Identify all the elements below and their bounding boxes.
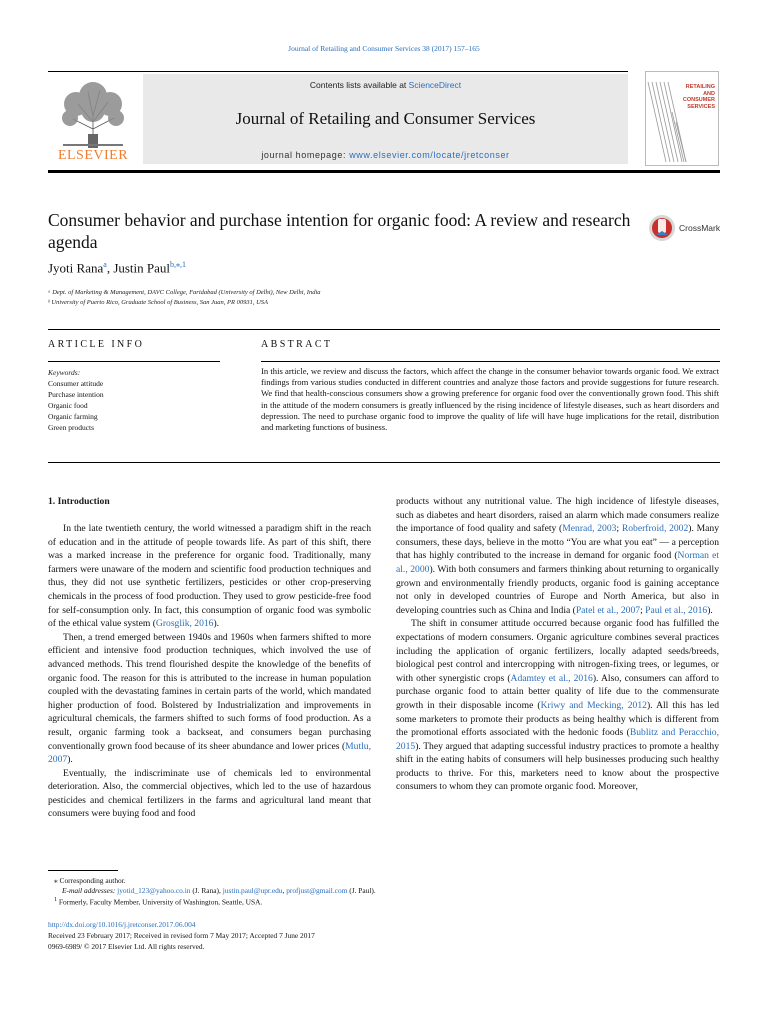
citation-link[interactable]: Menrad, 2003	[562, 523, 617, 535]
crossmark-icon	[648, 213, 676, 243]
journal-homepage: journal homepage: www.elsevier.com/locate/jretconser	[261, 150, 510, 160]
abstract-heading: ABSTRACT	[261, 339, 333, 350]
citation-link[interactable]: Adamtey et al., 2016	[510, 672, 593, 684]
paragraph: products without any nutritional value. The high incidence of lifestyle diseases, such as diabetes and heart disorders, raised an alarm which made consumers realize the importance of food quality and safety (Menrad, 2003; Roberfroid, 2002). Many consumers, these days, believe in the motto “You are what you eat” — a perception that has highly contributed to the increase in demand for organic food (Norman et al., 2000). With both consumers and farmers thinking about returning to organically grown and environmentally friendly products, organic food is gaining acceptance not only in developed countries of Europe and North America, but also in developing countries such as China and India (Patel et al., 2007; Paul et al., 2016).	[396, 496, 720, 616]
journal-citation[interactable]: Journal of Retailing and Consumer Services 38 (2017) 157–165	[288, 44, 480, 53]
footnote-corresponding: ⁎ Corresponding author.	[54, 876, 126, 885]
intro-left-column	[48, 522, 371, 821]
sciencedirect-link[interactable]: ScienceDirect	[408, 80, 462, 90]
copyright-line: 0969-6989/ © 2017 Elsevier Ltd. All rights reserved.	[48, 942, 205, 951]
affiliation-a: ᵃ Dept. of Marketing & Management, DAVC College, Faridabad (University of Delhi), New Delhi, India	[48, 289, 321, 296]
keyword-item: Consumer attitude	[48, 379, 104, 388]
author-list: Jyoti Rana$^a$, Justin Paul$^{b,⁎,1}$	[48, 260, 187, 276]
citation-link[interactable]: Mutlu, 2007	[48, 740, 371, 766]
section-heading-introduction: 1. Introduction	[48, 496, 110, 507]
journal-banner	[143, 74, 628, 164]
cover-title: RETAILING AND CONSUMER SERVICES	[682, 84, 715, 110]
abstract-mid-rule	[261, 361, 720, 362]
keywords-label: Keywords:	[48, 368, 81, 377]
header-top-rule	[48, 71, 628, 72]
author-name[interactable]: Jyoti Rana	[48, 260, 104, 276]
citation-link[interactable]: Norman et al., 2000	[396, 550, 719, 575]
footnote-rule	[48, 870, 118, 871]
citation-link[interactable]: Grosglik, 2016	[155, 618, 214, 630]
intro-right-column	[396, 495, 719, 794]
paragraph: In the late twentieth century, the world witnessed a paradigm shift in the reach of education and in the attitude of people towards life. As part of this shift, there was a marked increase in the preference for organic food. Traditionally, many farmers were unaware of the modern and scientific food production techniques and thus, they did not use synthetic fertilizers, pesticides or other crop-preserving chemicals in the process of food production. They used to grow pesticide-free food for self-consumption only. In fact, this consumption of organic food was symbolic of the ethical value system (Grosglik, 2016).	[48, 523, 371, 630]
contents-line: Contents lists available at ScienceDirect	[309, 80, 462, 90]
citation-link[interactable]: Paul et al., 2016	[645, 604, 708, 616]
author-name[interactable]: Justin Paul	[113, 260, 171, 276]
header-bottom-rule	[48, 170, 720, 173]
crossmark-label: CrossMark	[679, 223, 721, 233]
citation-link[interactable]: Roberfroid, 2002	[621, 523, 689, 535]
author-affil-mark[interactable]: b,⁎,1	[170, 260, 187, 269]
keyword-item: Organic food	[48, 401, 88, 410]
keyword-item: Purchase intention	[48, 390, 104, 399]
keyword-item: Organic farming	[48, 412, 98, 421]
received-dates: Received 23 February 2017; Received in revised form 7 May 2017; Accepted 7 June 2017	[48, 931, 315, 940]
paragraph: The shift in consumer attitude occurred because organic food has fulfilled the expectations of modern consumers. Organic agriculture combines several practices including the application of organic fertilizers, locally adapted seeds/breeds, biological pest control and intercropping with nitrogen-fixing trees, or legumes, or with other synergistic crops (Adamtey et al., 2016). Also, consumers can afford to purchase organic food to attain better quality of life due to the commensurate growth in their disposable income (Kriwy and Mecking, 2012). All this has led some marketers to promote their products as being healthy which is different from the promotional efforts associated with the hedonic foods (Bublitz and Peracchio, 2015). They argued that adapting successful industry practices to promote a healthy shift in the eating habits of consumers will help businesses producing such healthy products to thrive. For this, marketers need to know about the prospective consumers to whom they can promote organic food. Moreover,	[396, 618, 719, 793]
journal-title: Journal of Retailing and Consumer Services	[235, 109, 536, 128]
email-link[interactable]: jyotid_123@yahoo.co.in	[117, 886, 191, 895]
affiliation-b: ᵇ University of Puerto Rico, Graduate School of Business, San Juan, PR 00931, USA	[48, 299, 269, 306]
email-link[interactable]: justin.paul@upr.edu	[222, 886, 283, 895]
abstract-text: In this article, we review and discuss the factors, which affect the change in the consumer behavior towards organic food. We extract findings from various studies conducted in different countries and analyze those factors and provide suggestions for future research. We find that health-conscious consumers show a growing preference for organic food over the conventionally grown food. This shift in the attitude of the modern consumers is greatly influenced by the rising incidence of lifestyle diseases, such as heart disorders and depression. The need to purchase organic food to improve the quality of life will have huge implications for the retail, distribution and marketing functions of business.	[261, 366, 719, 433]
article-title: Consumer behavior and purchase intention for organic food: A review and research agenda	[48, 210, 631, 252]
elsevier-wordmark: ELSEVIER	[57, 148, 129, 163]
abstract-bottom-rule	[48, 462, 720, 463]
elsevier-logo[interactable]	[48, 74, 138, 164]
author-affil-mark[interactable]: a	[103, 260, 107, 269]
info-mid-rule	[48, 361, 220, 362]
journal-cover-thumbnail[interactable]	[645, 71, 719, 166]
footnote-emails: E-mail addresses: jyotid_123@yahoo.co.in (J. Rana), justin.paul@upr.edu, profjust@gmail.com (J. Paul).	[62, 886, 376, 895]
crossmark-button[interactable]	[648, 213, 728, 243]
email-link[interactable]: profjust@gmail.com	[286, 886, 348, 895]
footnote-formerly: $^1$ Formerly, Faculty Member, University of Washington, Seattle, USA.	[54, 897, 263, 907]
citation-link[interactable]: Patel et al., 2007	[575, 604, 641, 616]
doi-link[interactable]: http://dx.doi.org/10.1016/j.jretconser.2017.06.004	[48, 920, 196, 929]
paragraph: Then, a trend emerged between 1940s and 1960s when farmers shifted to more efficient and intensive food production techniques, which involved the use of advanced methods. This trend flourished despite the knowledge of the benefits of organic food. The reason for this is attributed to the increase in human population coupled with the devastating famines in certain parts of the world, which mandated higher production of food. Bolstered by Industrialization and improvements in agricultural chemicals, the farmers shifted to such forms of food production. As a result, organic farming took a backseat, and consumers began purchasing conventionally grown food because of its sheer abundance and lower prices (Mutlu, 2007).	[48, 631, 371, 766]
citation-link[interactable]: Kriwy and Mecking, 2012	[540, 699, 647, 711]
keyword-item: Green products	[48, 423, 95, 432]
citation-link[interactable]: Bublitz and Peracchio, 2015	[396, 727, 719, 752]
homepage-link[interactable]: www.elsevier.com/locate/jretconser	[349, 150, 510, 160]
paragraph: Eventually, the indiscriminate use of chemicals led to environmental deterioration. Also, the commercial objectives, which led to the use of hazardous pesticides and chemical fertilizers in the farms and agricultural land meant that consumers were buying food and food	[48, 767, 371, 820]
article-info-heading: ARTICLE INFO	[48, 339, 145, 350]
info-top-rule	[48, 329, 720, 330]
